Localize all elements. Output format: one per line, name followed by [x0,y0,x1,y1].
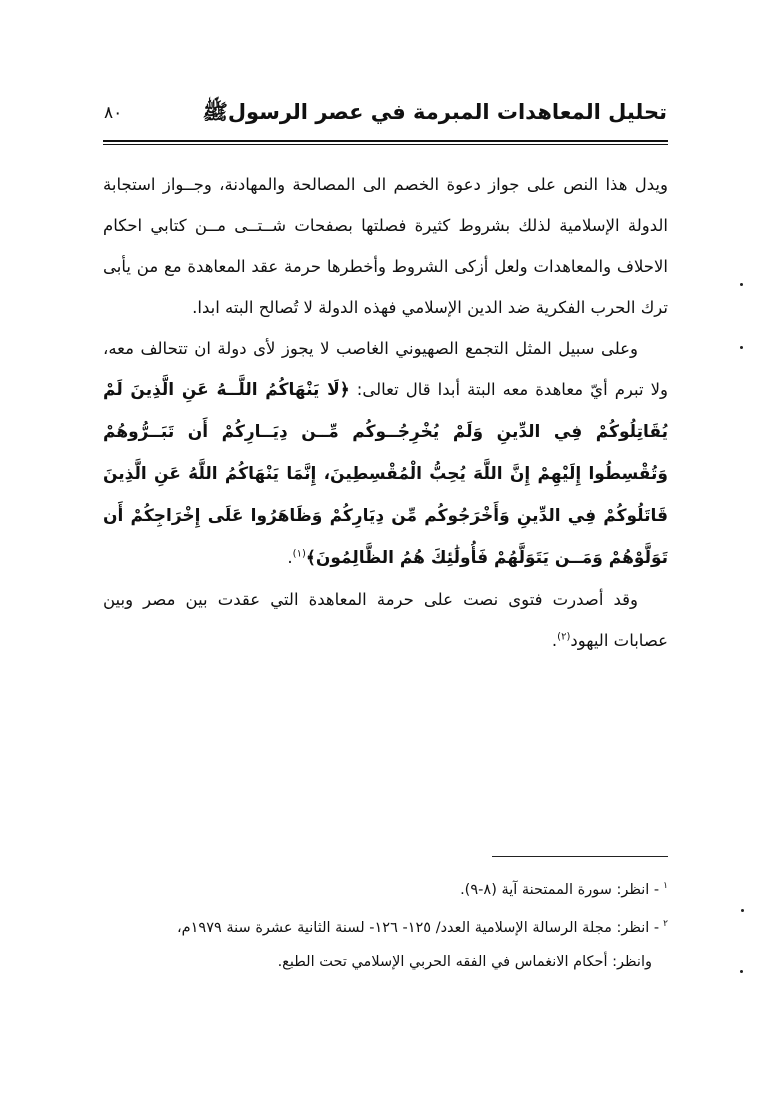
quran-verse: ﴿لَا يَنْهَاكُمُ اللَّــهُ عَنِ الَّذِينَ لَمْ يُقَاتِلُوكُمْ فِي الدِّينِ وَلَمْ يُخْرِجُــوكُم مِّــن دِيَــارِكُمْ أَن تَبَــرُّوهُمْ وَتُقْسِطُوا إِلَيْهِمْ إِنَّ اللَّهَ يُحِبُّ الْمُقْسِطِينَ، إِنَّمَا يَنْهَاكُمُ اللَّهُ عَنِ الَّذِينَ قَاتَلُوكُمْ فِي الدِّينِ وَأَخْرَجُوكُم مِّن دِيَارِكُمْ وَظَاهَرُوا عَلَى إِخْرَاجِكُمْ أَن تَوَلَّوْهُمْ وَمَــن يَتَوَلَّهُمْ فَأُولَٰئِكَ هُمُ الظَّالِمُونَ﴾ [103,380,668,568]
footnotes [103,856,668,979]
paragraph-1: ويدل هذا النص على جواز دعوة الخصم الى المصالحة والمهادنة، وجــواز استجابة الدولة الإسلامية لذلك بشروط كثيرة فصلتها بصفحات شــتــى مــن كتابي احكام الاحلاف والمعاهدات ولعل أزكى الشروط وأخطرها حرمة عقد المعاهدة مع من يأبى ترك الحرب الفكرية ضد الدين الإسلامي فهذه الدولة لا تُصالح البته ابدا. [103,175,668,317]
paragraph-2-intro: وعلى سبيل المثل التجمع الصهيوني الغاصب لا يجوز لأى دولة ان تتحالف معه، ولا تبرم أيّ معاهدة معه البتة أبدا قال تعالى: [103,339,668,399]
scan-speck [740,346,743,349]
footnote-2-continuation: وانظر: أحكام الانغماس في الفقه الحربي الإسلامي تحت الطبع. [277,953,652,970]
footnote-1 [103,869,668,907]
paragraph-3 [103,579,668,661]
footnote-2-text: - انظر: مجلة الرسالة الإسلامية العدد/ ١٢٥- ١٢٦- لسنة الثانية عشرة سنة ١٩٧٩م، [176,919,660,936]
footnote-2-mark: ٢ [663,918,668,929]
main-text [103,164,668,661]
running-title: تحليل المعاهدات المبرمة في عصر الرسولﷺ [202,100,667,124]
header-rule [103,140,668,142]
footnote-ref-2: (٢) [557,631,571,643]
paragraph-3-text: وقد أصدرت فتوى نصت على حرمة المعاهدة التي عقدت بين مصر وبين عصابات اليهود [103,590,668,650]
scan-speck [740,970,743,973]
footnote-separator [492,856,668,857]
scan-speck [741,909,744,912]
page-number: ٨٠ [104,103,123,123]
footnote-1-text: - انظر: سورة الممتحنة آية (٨-٩). [460,881,660,898]
footnote-2 [103,907,668,945]
header-rule-thin [103,144,668,145]
verse-end: . [287,548,293,567]
footnote-1-mark: ١ [663,881,668,891]
paragraph-2 [103,328,668,579]
footnote-ref-1: (١) [292,548,306,560]
paragraph-3-end: . [551,631,558,650]
scan-speck [740,283,743,286]
